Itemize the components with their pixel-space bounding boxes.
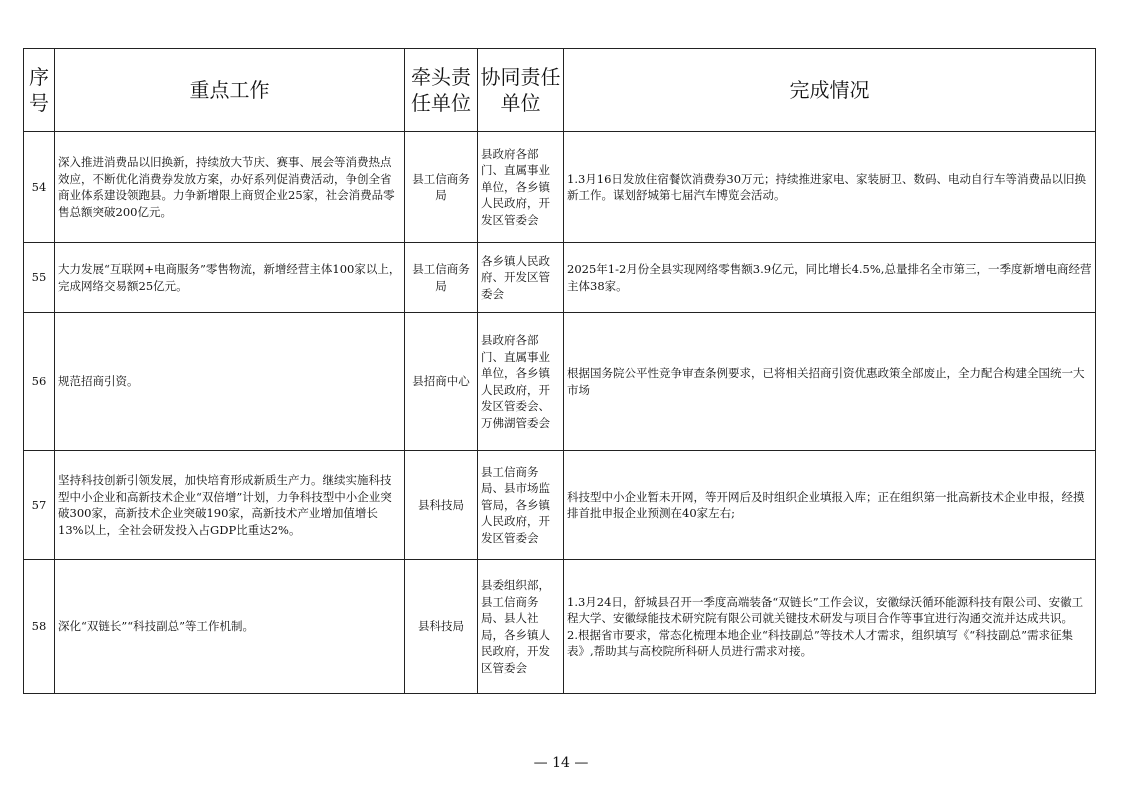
task-cell: 坚持科技创新引领发展，加快培育形成新质生产力。继续实施科技型中小企业和高新技术企业“双倍增”计划，力争科技型中小企业突破300家，高新技术企业突破190家，高新技术产业增加值增长13%以上，全社会研发投入占GDP比重达2%。 [55, 451, 405, 560]
row-number: 57 [24, 451, 55, 560]
lead-unit-cell: 县科技局 [405, 451, 478, 560]
status-line: 1.3月24日，舒城县召开一季度高端装备“双链长”工作会议，安徽绿沃循环能源科技有限公司、安徽工程大学、安徽绿能技术研究院有限公司就关键技术研发与项目合作等事宜进行沟通交流并达成共识。 [567, 594, 1084, 625]
lead-unit-cell: 县工信商务局 [405, 243, 478, 313]
row-number: 58 [24, 560, 55, 694]
work-progress-table [23, 48, 1096, 694]
table-row [24, 243, 1096, 313]
row-number: 55 [24, 243, 55, 313]
coop-unit-cell: 县工信商务局、县市场监管局，各乡镇人民政府，开发区管委会 [478, 451, 564, 560]
table-row [24, 313, 1096, 451]
task-cell: 大力发展“互联网+电商服务”零售物流，新增经营主体100家以上，完成网络交易额25亿元。 [55, 243, 405, 313]
status-line: 科技型中小企业暂未开网，等开网后及时组织企业填报入库；正在组织第一批高新技术企业申报，经摸排首批申报企业预测在40家左右; [567, 489, 1085, 520]
coop-unit-cell: 各乡镇人民政府、开发区管委会 [478, 243, 564, 313]
row-number: 56 [24, 313, 55, 451]
status-line: 根据国务院公平性竞争审查条例要求，已将相关招商引资优惠政策全部废止，全力配合构建全国统一大市场 [567, 366, 1085, 397]
table-header-row [24, 49, 1096, 132]
status-cell [564, 451, 1096, 560]
table-row [24, 132, 1096, 243]
status-cell [564, 560, 1096, 694]
header-status: 完成情况 [564, 49, 1096, 132]
table-row [24, 451, 1096, 560]
coop-unit-cell: 县政府各部门、直属事业单位，各乡镇人民政府，开发区管委会、万佛湖管委会 [478, 313, 564, 451]
task-cell: 规范招商引资。 [55, 313, 405, 451]
row-number: 54 [24, 132, 55, 243]
status-cell [564, 313, 1096, 451]
table-row [24, 560, 1096, 694]
header-task: 重点工作 [55, 49, 405, 132]
page-number: — 14 — [533, 755, 589, 771]
header-coop-unit: 协同责任单位 [478, 49, 564, 132]
lead-unit-cell: 县招商中心 [405, 313, 478, 451]
status-cell [564, 132, 1096, 243]
status-line: 1.3月16日发放住宿餐饮消费券30万元；持续推进家电、家装厨卫、数码、电动自行车等消费品以旧换新工作。谋划舒城第七届汽车博览会活动。 [567, 171, 1087, 202]
lead-unit-cell: 县科技局 [405, 560, 478, 694]
header-lead-unit: 牵头责任单位 [405, 49, 478, 132]
status-line: 2.根据省市要求，常态化梳理本地企业“科技副总”等技术人才需求，组织填写《“科技副总”需求征集表》,帮助其与高校院所科研人员进行需求对接。 [567, 627, 1073, 658]
status-cell [564, 243, 1096, 313]
task-cell: 深入推进消费品以旧换新，持续放大节庆、赛事、展会等消费热点效应，不断优化消费券发放方案，办好系列促消费活动，争创全省商业体系建设领跑县。力争新增限上商贸企业25家，社会消费品零售总额突破200亿元。 [55, 132, 405, 243]
task-cell: 深化“双链长”“科技副总”等工作机制。 [55, 560, 405, 694]
status-line: 2025年1-2月份全县实现网络零售额3.9亿元，同比增长4.5%,总量排名全市第三，一季度新增电商经营主体38家。 [567, 262, 1092, 293]
coop-unit-cell: 县政府各部门、直属事业单位，各乡镇人民政府，开发区管委会 [478, 132, 564, 243]
coop-unit-cell: 县委组织部，县工信商务局、县人社局，各乡镇人民政府，开发区管委会 [478, 560, 564, 694]
lead-unit-cell: 县工信商务局 [405, 132, 478, 243]
header-seq: 序号 [24, 49, 55, 132]
